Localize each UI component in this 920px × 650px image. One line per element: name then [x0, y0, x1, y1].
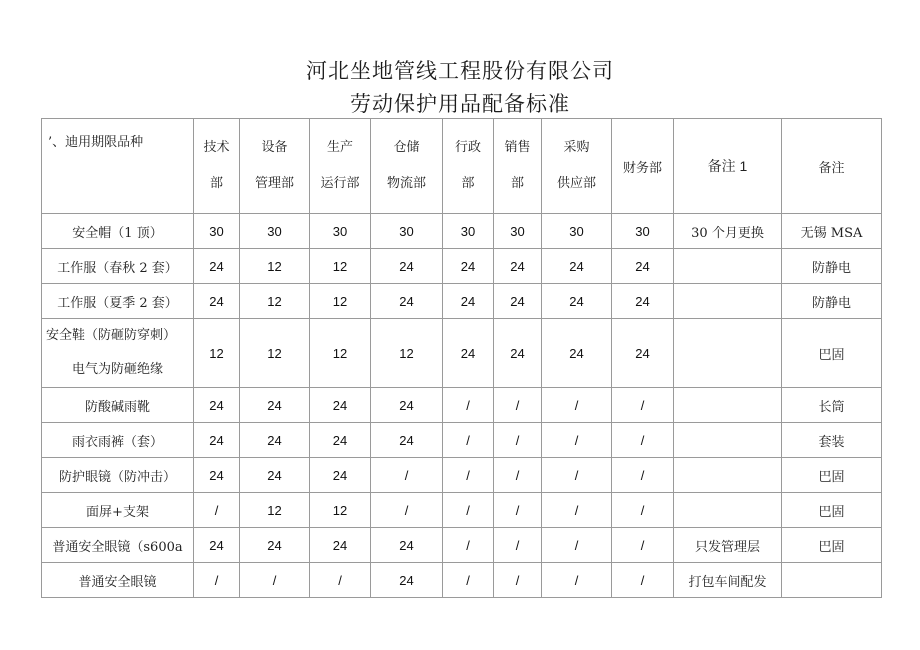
quantity-cell: 24 — [371, 249, 443, 284]
quantity-cell: / — [371, 458, 443, 493]
header-note: 备注 — [782, 119, 882, 214]
quantity-cell: 24 — [443, 319, 494, 388]
quantity-cell: / — [443, 388, 494, 423]
note2-cell: 防静电 — [782, 284, 882, 319]
quantity-cell: 24 — [542, 319, 612, 388]
quantity-cell: / — [542, 388, 612, 423]
quantity-cell: / — [612, 388, 674, 423]
note1-cell — [674, 423, 782, 458]
quantity-cell: 12 — [371, 319, 443, 388]
quantity-cell: / — [443, 493, 494, 528]
quantity-cell: / — [612, 458, 674, 493]
quantity-cell: 24 — [494, 249, 542, 284]
header-item-column: ’、迪用期限品种 — [42, 119, 194, 214]
table-row — [42, 388, 882, 423]
table-row — [42, 493, 882, 528]
quantity-cell: 24 — [443, 284, 494, 319]
item-name-cell: 面屏+支架 — [42, 493, 194, 528]
header-admin-dept: 行政 部 — [443, 119, 494, 214]
quantity-cell: 12 — [240, 493, 310, 528]
note2-cell: 巴固 — [782, 458, 882, 493]
quantity-cell: 12 — [310, 284, 371, 319]
note1-cell — [674, 493, 782, 528]
quantity-cell: 24 — [240, 458, 310, 493]
item-name-cell: 雨衣雨裤（套） — [42, 423, 194, 458]
header-finance-dept: 财务部 — [612, 119, 674, 214]
quantity-cell: / — [310, 563, 371, 598]
table-row — [42, 528, 882, 563]
header-note1: 备注 1 — [674, 119, 782, 214]
quantity-cell: 24 — [310, 528, 371, 563]
note2-cell: 长筒 — [782, 388, 882, 423]
item-name-cell: 防护眼镜（防冲击） — [42, 458, 194, 493]
table-row — [42, 214, 882, 249]
quantity-cell: 24 — [240, 423, 310, 458]
quantity-cell: 30 — [612, 214, 674, 249]
quantity-cell: 12 — [240, 249, 310, 284]
quantity-cell: / — [542, 528, 612, 563]
quantity-cell: 24 — [443, 249, 494, 284]
header-production-dept: 生产 运行部 — [310, 119, 371, 214]
item-name-cell: 普通安全眼镜 — [42, 563, 194, 598]
item-name-cell: 工作服（春秋 2 套） — [42, 249, 194, 284]
quantity-cell: / — [371, 493, 443, 528]
note2-cell: 巴固 — [782, 528, 882, 563]
quantity-cell: 24 — [612, 249, 674, 284]
table-row — [42, 563, 882, 598]
note2-cell: 防静电 — [782, 249, 882, 284]
quantity-cell: 30 — [194, 214, 240, 249]
quantity-cell: 30 — [240, 214, 310, 249]
quantity-cell: 24 — [542, 249, 612, 284]
note1-cell — [674, 284, 782, 319]
quantity-cell: / — [542, 423, 612, 458]
quantity-cell: 24 — [310, 458, 371, 493]
header-tech-dept: 技术 部 — [194, 119, 240, 214]
quantity-cell: 24 — [194, 528, 240, 563]
quantity-cell: / — [443, 458, 494, 493]
ppe-standard-table — [41, 118, 882, 598]
quantity-cell: 30 — [494, 214, 542, 249]
quantity-cell: / — [494, 388, 542, 423]
table-header-row — [42, 119, 882, 214]
quantity-cell: 24 — [194, 388, 240, 423]
item-name-cell: 普通安全眼镜（s600a — [42, 528, 194, 563]
quantity-cell: 24 — [194, 249, 240, 284]
quantity-cell: 12 — [194, 319, 240, 388]
quantity-cell: / — [612, 423, 674, 458]
table-row — [42, 284, 882, 319]
quantity-cell: 24 — [240, 528, 310, 563]
quantity-cell: 24 — [612, 319, 674, 388]
header-equipment-dept: 设备 管理部 — [240, 119, 310, 214]
quantity-cell: / — [542, 563, 612, 598]
quantity-cell: 24 — [194, 458, 240, 493]
quantity-cell: / — [494, 563, 542, 598]
item-name-cell: 安全鞋（防砸防穿刺） 电气为防砸绝缘 — [42, 319, 194, 388]
table-row — [42, 319, 882, 388]
quantity-cell: / — [194, 493, 240, 528]
note2-cell — [782, 563, 882, 598]
note2-cell: 巴固 — [782, 319, 882, 388]
note2-cell: 无锡 MSA — [782, 214, 882, 249]
quantity-cell: / — [542, 493, 612, 528]
quantity-cell: / — [494, 493, 542, 528]
quantity-cell: 12 — [310, 493, 371, 528]
note1-cell — [674, 458, 782, 493]
quantity-cell: 24 — [371, 388, 443, 423]
quantity-cell: 24 — [310, 388, 371, 423]
quantity-cell: / — [443, 528, 494, 563]
header-purchasing-dept: 采购 供应部 — [542, 119, 612, 214]
quantity-cell: 24 — [371, 528, 443, 563]
note2-cell: 套装 — [782, 423, 882, 458]
quantity-cell: / — [194, 563, 240, 598]
quantity-cell: / — [494, 528, 542, 563]
quantity-cell: / — [612, 528, 674, 563]
note1-cell — [674, 319, 782, 388]
quantity-cell: 30 — [443, 214, 494, 249]
quantity-cell: / — [542, 458, 612, 493]
header-warehouse-dept: 仓储 物流部 — [371, 119, 443, 214]
note1-cell: 打包车间配发 — [674, 563, 782, 598]
note1-cell: 30 个月更换 — [674, 214, 782, 249]
quantity-cell: / — [443, 563, 494, 598]
quantity-cell: 24 — [542, 284, 612, 319]
quantity-cell: 12 — [240, 284, 310, 319]
quantity-cell: 24 — [371, 284, 443, 319]
quantity-cell: 30 — [310, 214, 371, 249]
document-subtitle: 劳动保护用品配备标准 — [350, 92, 570, 116]
item-name-cell: 安全帽（1 顶） — [42, 214, 194, 249]
quantity-cell: / — [494, 458, 542, 493]
quantity-cell: / — [612, 563, 674, 598]
quantity-cell: / — [612, 493, 674, 528]
quantity-cell: / — [240, 563, 310, 598]
quantity-cell: 12 — [310, 319, 371, 388]
table-row — [42, 458, 882, 493]
quantity-cell: 24 — [371, 563, 443, 598]
quantity-cell: 24 — [494, 284, 542, 319]
item-name-cell: 工作服（夏季 2 套） — [42, 284, 194, 319]
table-row — [42, 249, 882, 284]
item-name-cell: 防酸碱雨靴 — [42, 388, 194, 423]
quantity-cell: 24 — [310, 423, 371, 458]
header-sales-dept: 销售 部 — [494, 119, 542, 214]
quantity-cell: 12 — [310, 249, 371, 284]
note1-cell: 只发管理层 — [674, 528, 782, 563]
quantity-cell: 24 — [194, 284, 240, 319]
quantity-cell: 24 — [194, 423, 240, 458]
quantity-cell: / — [494, 423, 542, 458]
document-title: 河北坐地管线工程股份有限公司 — [306, 59, 614, 83]
note1-cell — [674, 388, 782, 423]
quantity-cell: / — [443, 423, 494, 458]
quantity-cell: 30 — [371, 214, 443, 249]
quantity-cell: 12 — [240, 319, 310, 388]
note1-cell — [674, 249, 782, 284]
table-row — [42, 423, 882, 458]
note2-cell: 巴固 — [782, 493, 882, 528]
quantity-cell: 24 — [494, 319, 542, 388]
quantity-cell: 24 — [371, 423, 443, 458]
quantity-cell: 24 — [612, 284, 674, 319]
quantity-cell: 24 — [240, 388, 310, 423]
quantity-cell: 30 — [542, 214, 612, 249]
